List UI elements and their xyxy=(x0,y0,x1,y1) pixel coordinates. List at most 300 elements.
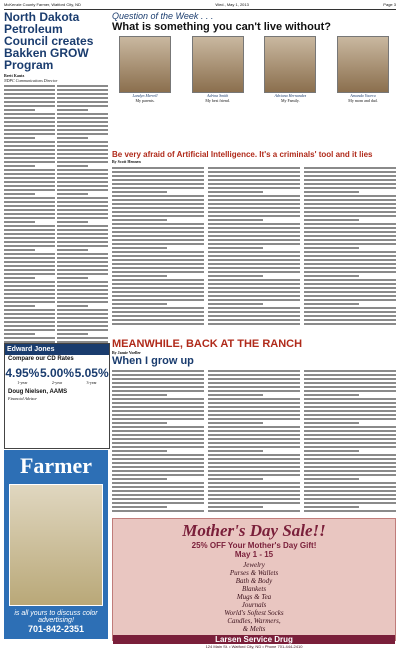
text-line xyxy=(4,253,55,255)
text-line xyxy=(112,303,167,305)
text-line xyxy=(57,169,108,171)
text-line xyxy=(208,179,300,181)
respondent-name: Adriana Hernandez xyxy=(274,93,307,98)
text-line xyxy=(57,337,108,339)
text-line xyxy=(208,207,300,209)
text-line xyxy=(57,209,108,211)
text-line xyxy=(112,386,204,388)
text-line xyxy=(208,311,300,313)
page-number: Page 3 xyxy=(383,2,396,7)
column-text xyxy=(304,370,396,514)
respondent xyxy=(112,36,178,103)
text-line xyxy=(304,275,359,277)
text-line xyxy=(57,129,108,131)
gift-item: Mugs & Tea xyxy=(236,593,272,601)
text-line xyxy=(57,177,108,179)
text-line xyxy=(57,253,108,255)
text-line xyxy=(4,125,55,127)
text-line xyxy=(112,171,204,173)
text-line xyxy=(57,269,108,271)
text-line xyxy=(4,117,55,119)
farmer-ad-photo xyxy=(9,484,103,606)
text-line xyxy=(57,121,108,123)
text-line xyxy=(4,321,55,323)
text-line xyxy=(4,193,35,195)
text-line xyxy=(4,209,55,211)
text-line xyxy=(4,289,55,291)
text-line xyxy=(4,105,55,107)
text-line xyxy=(304,406,396,408)
text-line xyxy=(4,245,55,247)
text-line xyxy=(57,305,88,307)
text-line xyxy=(112,470,204,472)
text-line xyxy=(57,185,108,187)
text-line xyxy=(304,434,396,436)
respondent-quote: My Family. xyxy=(280,98,300,103)
text-line xyxy=(112,486,204,488)
article-byline: By Scott Hennen xyxy=(112,159,141,164)
text-line xyxy=(112,438,204,440)
text-line xyxy=(304,311,396,313)
text-line xyxy=(208,191,263,193)
text-line xyxy=(57,273,108,275)
text-line xyxy=(208,239,300,241)
text-line xyxy=(208,406,300,408)
text-line xyxy=(4,249,35,251)
text-line xyxy=(304,219,359,221)
text-line xyxy=(112,506,167,508)
text-line xyxy=(208,247,263,249)
text-line xyxy=(304,167,396,169)
text-line xyxy=(57,165,88,167)
text-line xyxy=(304,299,396,301)
text-line xyxy=(304,187,396,189)
text-line xyxy=(4,169,55,171)
text-line xyxy=(112,227,204,229)
text-line xyxy=(4,285,55,287)
text-line xyxy=(4,337,55,339)
text-line xyxy=(57,281,108,283)
advisor-name: Doug Nielsen, AAMS xyxy=(8,389,68,395)
text-line xyxy=(57,265,108,267)
text-line xyxy=(57,317,108,319)
respondent-photo xyxy=(192,36,244,93)
text-line xyxy=(208,506,263,508)
text-line xyxy=(4,101,55,103)
text-line xyxy=(4,329,55,331)
cd-rate xyxy=(40,366,74,385)
edward-jones-logo: Edward Jones xyxy=(5,344,109,355)
text-line xyxy=(112,187,204,189)
text-line xyxy=(57,329,108,331)
respondent-quote: My best friend. xyxy=(205,98,230,103)
text-line xyxy=(208,283,300,285)
text-line xyxy=(208,422,263,424)
gift-item: & Melts xyxy=(242,625,266,633)
text-line xyxy=(112,291,204,293)
text-line xyxy=(112,410,204,412)
text-line xyxy=(304,422,359,424)
text-line xyxy=(4,145,55,147)
text-line xyxy=(4,161,55,163)
text-line xyxy=(304,454,396,456)
mothers-day-items xyxy=(113,561,395,633)
text-line xyxy=(4,89,55,91)
text-line xyxy=(208,486,300,488)
text-line xyxy=(57,221,88,223)
text-line xyxy=(208,263,300,265)
text-line xyxy=(208,223,300,225)
text-line xyxy=(112,235,204,237)
column-meanwhile-at-the-ranch xyxy=(112,338,396,514)
text-line xyxy=(112,446,204,448)
text-line xyxy=(112,311,204,313)
text-line xyxy=(112,199,204,201)
text-line xyxy=(112,271,204,273)
text-line xyxy=(304,291,396,293)
text-line xyxy=(304,430,396,432)
text-line xyxy=(112,406,204,408)
text-line xyxy=(112,510,204,512)
text-line xyxy=(304,498,396,500)
text-line xyxy=(304,255,396,257)
advisor-role: Financial Advisor xyxy=(8,396,37,401)
article-artificial-intelligence xyxy=(112,150,396,327)
text-line xyxy=(304,303,359,305)
text-line xyxy=(304,370,396,372)
farmer-ad-phone: 701-842-2351 xyxy=(27,624,85,634)
text-line xyxy=(4,137,35,139)
text-line xyxy=(208,275,263,277)
text-line xyxy=(304,394,359,396)
article-column xyxy=(208,167,300,327)
text-line xyxy=(304,486,396,488)
article-body xyxy=(112,167,396,327)
text-line xyxy=(57,189,108,191)
article-column xyxy=(304,167,396,327)
gift-item: Blankets xyxy=(241,585,267,593)
text-line xyxy=(112,275,167,277)
text-line xyxy=(4,185,55,187)
text-line xyxy=(208,410,300,412)
text-line xyxy=(304,179,396,181)
text-line xyxy=(57,333,88,335)
text-line xyxy=(304,183,396,185)
column-text xyxy=(208,370,300,514)
text-line xyxy=(4,129,55,131)
text-line xyxy=(304,203,396,205)
text-line xyxy=(57,105,108,107)
text-line xyxy=(4,133,55,135)
text-line xyxy=(208,454,300,456)
mothers-day-title: Mother's Day Sale!! xyxy=(182,521,326,540)
text-line xyxy=(208,370,300,372)
text-line xyxy=(208,187,300,189)
gift-item: Journals xyxy=(241,601,267,609)
text-line xyxy=(304,402,396,404)
text-line xyxy=(112,426,204,428)
text-line xyxy=(57,117,108,119)
text-line xyxy=(304,438,396,440)
text-line xyxy=(4,173,55,175)
text-line xyxy=(304,386,396,388)
text-line xyxy=(304,235,396,237)
text-line xyxy=(4,257,55,259)
text-line xyxy=(4,109,35,111)
qotw-question: What is something you can't live without? xyxy=(112,21,331,33)
text-line xyxy=(112,299,204,301)
text-line xyxy=(208,446,300,448)
column-byline: By Jamie Voeller xyxy=(112,350,141,355)
text-line xyxy=(57,109,88,111)
rate-term: 2-year xyxy=(51,380,63,385)
text-line xyxy=(4,149,55,151)
text-line xyxy=(208,211,300,213)
text-line xyxy=(112,307,204,309)
text-line xyxy=(4,201,55,203)
text-line xyxy=(57,237,108,239)
edward-jones-ad xyxy=(4,343,110,449)
text-line xyxy=(112,207,204,209)
text-line xyxy=(112,283,204,285)
text-line xyxy=(304,211,396,213)
text-line xyxy=(304,410,396,412)
text-line xyxy=(208,386,300,388)
text-line xyxy=(208,458,300,460)
text-line xyxy=(57,113,108,115)
text-line xyxy=(208,215,300,217)
text-line xyxy=(57,161,108,163)
text-line xyxy=(112,414,204,416)
text-line xyxy=(57,125,108,127)
text-line xyxy=(208,382,300,384)
text-line xyxy=(304,414,396,416)
text-line xyxy=(57,245,108,247)
text-line xyxy=(112,494,204,496)
text-line xyxy=(208,390,300,392)
text-line xyxy=(304,215,396,217)
text-line xyxy=(112,219,167,221)
text-line xyxy=(208,398,300,400)
text-line xyxy=(112,398,204,400)
text-line xyxy=(112,418,204,420)
text-line xyxy=(304,279,396,281)
text-line xyxy=(112,255,204,257)
text-line xyxy=(304,450,359,452)
text-line xyxy=(208,199,300,201)
text-line xyxy=(208,251,300,253)
text-line xyxy=(304,506,359,508)
text-line xyxy=(112,251,204,253)
text-line xyxy=(304,390,396,392)
text-line xyxy=(112,263,204,265)
respondent-name: Amanda Vaceru xyxy=(350,93,376,98)
text-line xyxy=(208,450,263,452)
text-line xyxy=(304,307,396,309)
text-line xyxy=(4,269,55,271)
text-line xyxy=(4,177,55,179)
text-line xyxy=(304,271,396,273)
text-line xyxy=(304,283,396,285)
text-line xyxy=(112,370,204,372)
article-headline: North Dakota Petroleum Council creates Bakken GROW Program xyxy=(4,10,94,72)
text-line xyxy=(57,325,108,327)
text-line xyxy=(4,181,55,183)
text-line xyxy=(57,313,108,315)
text-line xyxy=(57,153,108,155)
gift-item: Bath & Body xyxy=(235,577,273,585)
mothers-day-ad xyxy=(112,518,396,649)
gift-item: Candles, Warmers, xyxy=(227,617,281,625)
text-line xyxy=(304,263,396,265)
text-line xyxy=(304,199,396,201)
text-line xyxy=(57,289,108,291)
text-line xyxy=(208,303,263,305)
text-line xyxy=(4,313,55,315)
cd-rates xyxy=(5,363,109,388)
respondent-photo xyxy=(337,36,389,93)
text-line xyxy=(4,121,55,123)
text-line xyxy=(304,374,396,376)
article-headline: Be very afraid of Artificial Intelligence. It's a criminals' tool and it lies xyxy=(112,150,373,159)
text-line xyxy=(112,195,204,197)
text-line xyxy=(4,189,55,191)
text-line xyxy=(112,394,167,396)
text-line xyxy=(208,295,300,297)
text-line xyxy=(304,446,396,448)
text-line xyxy=(4,237,55,239)
text-line xyxy=(304,458,396,460)
text-line xyxy=(112,319,204,321)
text-line xyxy=(208,259,300,261)
text-line xyxy=(208,426,300,428)
text-line xyxy=(4,309,55,311)
text-line xyxy=(57,197,108,199)
rate-percent: 5.00% xyxy=(39,366,74,380)
cd-rate xyxy=(5,366,39,385)
text-line xyxy=(4,229,55,231)
text-line xyxy=(208,243,300,245)
text-line xyxy=(4,265,55,267)
text-line xyxy=(304,418,396,420)
text-line xyxy=(112,390,204,392)
text-line xyxy=(112,378,204,380)
text-line xyxy=(208,227,300,229)
text-line xyxy=(112,422,167,424)
text-line xyxy=(112,247,167,249)
text-line xyxy=(304,223,396,225)
store-name: Larsen Service Drug xyxy=(113,635,395,644)
text-line xyxy=(208,279,300,281)
text-line xyxy=(304,482,396,484)
text-line xyxy=(208,171,300,173)
text-line xyxy=(304,227,396,229)
text-line xyxy=(4,297,55,299)
text-line xyxy=(57,201,108,203)
article-bakken-grow xyxy=(4,11,108,357)
text-line xyxy=(57,181,108,183)
text-line xyxy=(4,97,55,99)
publication-date: Wed., May 1, 2013 xyxy=(215,2,249,7)
column-heading: MEANWHILE, BACK AT THE RANCH xyxy=(112,338,303,350)
text-line xyxy=(208,494,300,496)
text-line xyxy=(112,239,204,241)
text-line xyxy=(112,462,204,464)
text-line xyxy=(208,267,300,269)
text-line xyxy=(304,398,396,400)
text-line xyxy=(304,247,359,249)
text-line xyxy=(4,153,55,155)
farmer-ad-cta: is all yours to discuss color advertising! xyxy=(14,610,98,624)
text-line xyxy=(4,93,55,95)
cd-rate xyxy=(75,366,109,385)
text-line xyxy=(57,157,108,159)
text-line xyxy=(57,277,88,279)
text-line xyxy=(304,442,396,444)
text-line xyxy=(57,145,108,147)
text-line xyxy=(304,195,396,197)
text-line xyxy=(208,462,300,464)
text-line xyxy=(4,333,35,335)
text-line xyxy=(208,470,300,472)
column-title: When I grow up xyxy=(112,355,194,367)
text-line xyxy=(57,137,88,139)
text-line xyxy=(4,157,55,159)
text-line xyxy=(112,430,204,432)
respondent-photo xyxy=(119,36,171,93)
text-line xyxy=(208,167,300,169)
text-line xyxy=(57,229,108,231)
article-column xyxy=(4,85,55,357)
text-line xyxy=(208,498,300,500)
text-line xyxy=(4,301,55,303)
column-text xyxy=(112,370,204,514)
text-line xyxy=(4,241,55,243)
text-line xyxy=(57,261,108,263)
text-line xyxy=(208,291,300,293)
text-line xyxy=(57,225,108,227)
text-line xyxy=(112,183,204,185)
text-line xyxy=(304,259,396,261)
text-line xyxy=(112,295,204,297)
text-line xyxy=(208,414,300,416)
text-line xyxy=(112,175,204,177)
text-line xyxy=(304,502,396,504)
text-line xyxy=(57,241,108,243)
text-line xyxy=(208,374,300,376)
text-line xyxy=(208,235,300,237)
rate-percent: 4.95% xyxy=(5,366,40,380)
article-column xyxy=(112,167,204,327)
text-line xyxy=(57,321,108,323)
qotw-respondents xyxy=(112,36,396,103)
text-line xyxy=(208,315,300,317)
text-line xyxy=(304,231,396,233)
text-line xyxy=(112,402,204,404)
text-line xyxy=(208,482,300,484)
text-line xyxy=(112,478,167,480)
text-line xyxy=(57,257,108,259)
text-line xyxy=(4,277,35,279)
text-line xyxy=(304,378,396,380)
text-line xyxy=(57,101,108,103)
text-line xyxy=(57,93,108,95)
farmer-ad-title: Farmer xyxy=(19,453,93,478)
text-line xyxy=(112,374,204,376)
text-line xyxy=(112,490,204,492)
text-line xyxy=(208,203,300,205)
text-line xyxy=(208,502,300,504)
